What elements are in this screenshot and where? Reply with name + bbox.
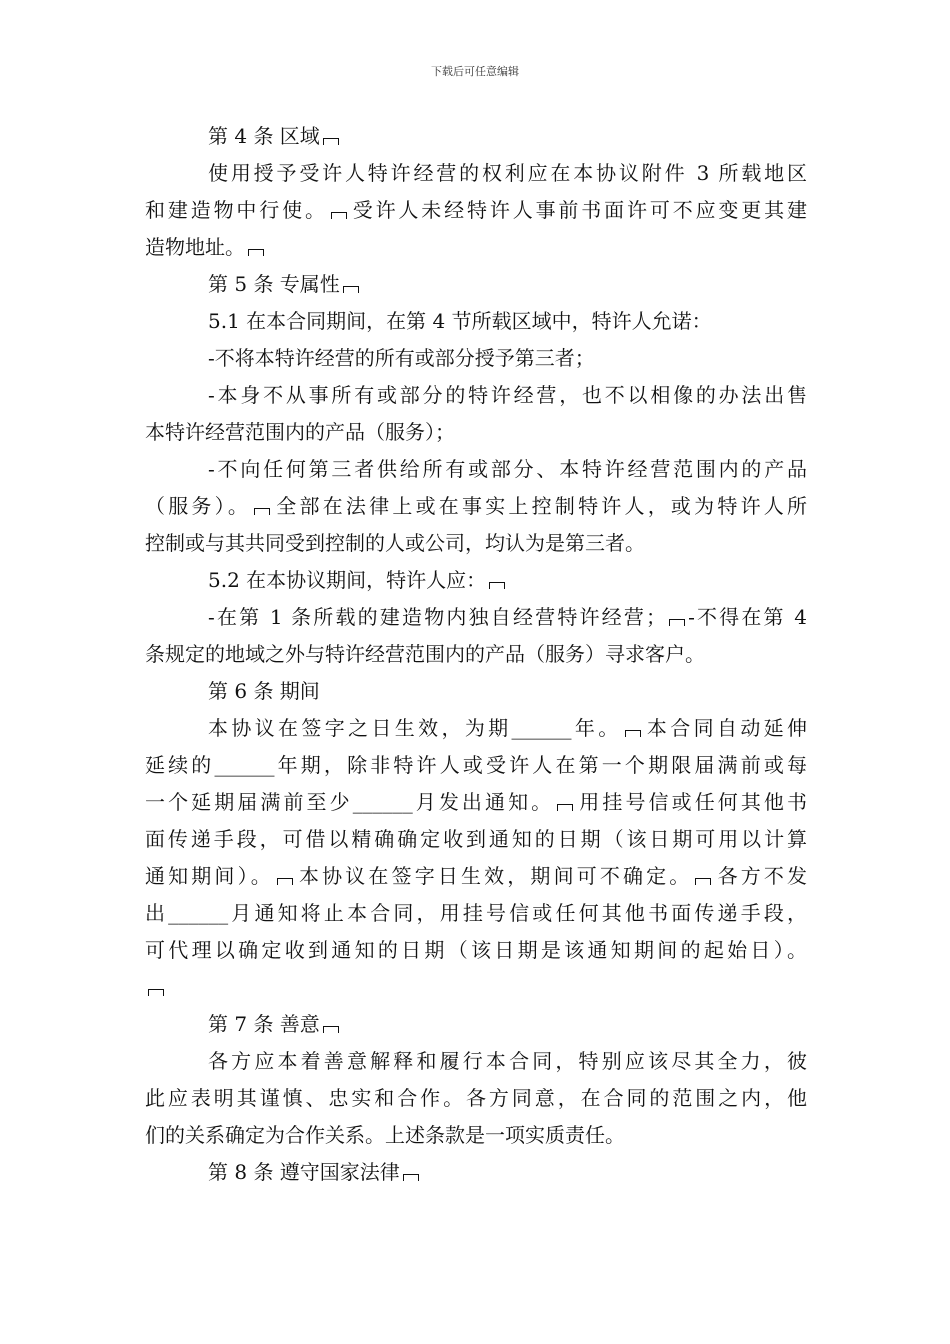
text-segment: 本协议在签字之日生效，为期______年。 bbox=[208, 716, 622, 740]
text-line bbox=[145, 673, 807, 710]
text-line bbox=[145, 303, 807, 340]
text-line bbox=[145, 636, 807, 673]
text-segment: 们的关系确定为合作关系。上述条款是一项实质责任。 bbox=[145, 1123, 625, 1147]
text-line bbox=[145, 969, 807, 1006]
paragraph-mark-icon bbox=[277, 878, 293, 885]
text-line bbox=[145, 1043, 807, 1080]
document-body bbox=[145, 118, 807, 1191]
text-segment: 全部在法律上或在事实上控制特许人，或为特许人所 bbox=[273, 494, 808, 518]
text-segment: 第 6 条 期间 bbox=[208, 679, 320, 703]
text-line bbox=[145, 340, 807, 377]
paragraph-mark-icon bbox=[331, 212, 347, 219]
text-line bbox=[145, 266, 807, 303]
text-line bbox=[145, 895, 807, 932]
text-segment: 此应表明其谨慎、忠实和合作。各方同意，在合同的范围之内，他 bbox=[145, 1086, 807, 1110]
text-segment: 面传递手段，可借以精确确定收到通知的日期（该日期可用以计算 bbox=[145, 827, 807, 851]
text-line bbox=[145, 858, 807, 895]
text-segment: 本特许经营范围内的产品（服务）； bbox=[145, 420, 455, 444]
text-segment: 使用授予受许人特许经营的权利应在本协议附件 3 所载地区 bbox=[208, 161, 807, 185]
paragraph-mark-icon bbox=[669, 619, 685, 626]
text-segment: 受许人未经特许人事前书面许可不应变更其建 bbox=[349, 198, 808, 222]
text-line bbox=[145, 599, 807, 636]
text-segment: -在第 1 条所载的建造物内独自经营特许经营； bbox=[208, 605, 667, 629]
text-segment: 各方不发 bbox=[714, 864, 808, 888]
page-header: 下载后可任意编辑 bbox=[431, 65, 519, 78]
text-segment: 第 5 条 专属性 bbox=[208, 272, 340, 296]
paragraph-mark-icon bbox=[695, 878, 711, 885]
text-segment: 本协议在签字日生效，期间可不确定。 bbox=[295, 864, 693, 888]
text-line bbox=[145, 414, 807, 451]
text-segment: -本身不从事所有或部分的特许经营，也不以相像的办法出售 bbox=[208, 383, 807, 407]
text-segment: 可代理以确定收到通知的日期（该日期是该通知期间的起始日）。 bbox=[145, 938, 807, 962]
text-segment: 第 4 条 区域 bbox=[208, 124, 320, 148]
paragraph-mark-icon bbox=[625, 730, 641, 737]
paragraph-mark-icon bbox=[403, 1174, 419, 1181]
text-segment: 第 7 条 善意 bbox=[208, 1012, 320, 1036]
text-line bbox=[145, 118, 807, 155]
text-segment: 造物地址。 bbox=[145, 235, 245, 259]
text-segment: 和建造物中行使。 bbox=[145, 198, 328, 222]
text-line bbox=[145, 821, 807, 858]
paragraph-mark-icon bbox=[323, 1026, 339, 1033]
text-line bbox=[145, 488, 807, 525]
text-segment: 各方应本着善意解释和履行本合同，特别应该尽其全力，彼 bbox=[208, 1049, 807, 1073]
text-line bbox=[145, 229, 807, 266]
text-line bbox=[145, 1117, 807, 1154]
text-segment: -不得在第 4 bbox=[688, 605, 808, 629]
paragraph-mark-icon bbox=[254, 508, 270, 515]
text-line bbox=[145, 932, 807, 969]
text-line bbox=[145, 451, 807, 488]
text-line bbox=[145, 525, 807, 562]
text-segment: 出______月通知将止本合同，用挂号信或任何其他书面传递手段， bbox=[145, 901, 807, 925]
text-segment: 条规定的地域之外与特许经营范围内的产品（服务）寻求客户。 bbox=[145, 642, 705, 666]
text-segment: -不向任何第三者供给所有或部分、本特许经营范围内的产品 bbox=[208, 457, 807, 481]
paragraph-mark-icon bbox=[323, 138, 339, 145]
text-line bbox=[145, 192, 807, 229]
text-segment: 5.1 在本合同期间，在第 4 节所载区域中，特许人允诺： bbox=[208, 309, 712, 333]
text-line bbox=[145, 1080, 807, 1117]
text-segment: 延续的______年期，除非特许人或受许人在第一个期限届满前或每 bbox=[145, 753, 807, 777]
text-line bbox=[145, 784, 807, 821]
text-line bbox=[145, 562, 807, 599]
text-segment: （服务）。 bbox=[145, 494, 252, 518]
paragraph-mark-icon bbox=[343, 286, 359, 293]
text-segment: 5.2 在本协议期间，特许人应： bbox=[208, 568, 487, 592]
text-segment: 第 8 条 遵守国家法律 bbox=[208, 1160, 400, 1184]
text-segment: 用挂号信或任何其他书 bbox=[576, 790, 808, 814]
text-segment: 本合同自动延伸 bbox=[643, 716, 808, 740]
paragraph-mark-icon bbox=[248, 249, 264, 256]
paragraph-mark-icon bbox=[489, 582, 505, 589]
text-segment: 通知期间）。 bbox=[145, 864, 274, 888]
text-segment: -不将本特许经营的所有或部分授予第三者； bbox=[208, 346, 595, 370]
text-line bbox=[145, 747, 807, 784]
text-segment: 一个延期届满前至少______月发出通知。 bbox=[145, 790, 555, 814]
paragraph-mark-icon bbox=[148, 989, 164, 996]
text-line bbox=[145, 710, 807, 747]
text-segment: 控制或与其共同受到控制的人或公司，均认为是第三者。 bbox=[145, 531, 645, 555]
text-line bbox=[145, 377, 807, 414]
text-line bbox=[145, 1154, 807, 1191]
paragraph-mark-icon bbox=[557, 804, 573, 811]
text-line bbox=[145, 1006, 807, 1043]
text-line bbox=[145, 155, 807, 192]
